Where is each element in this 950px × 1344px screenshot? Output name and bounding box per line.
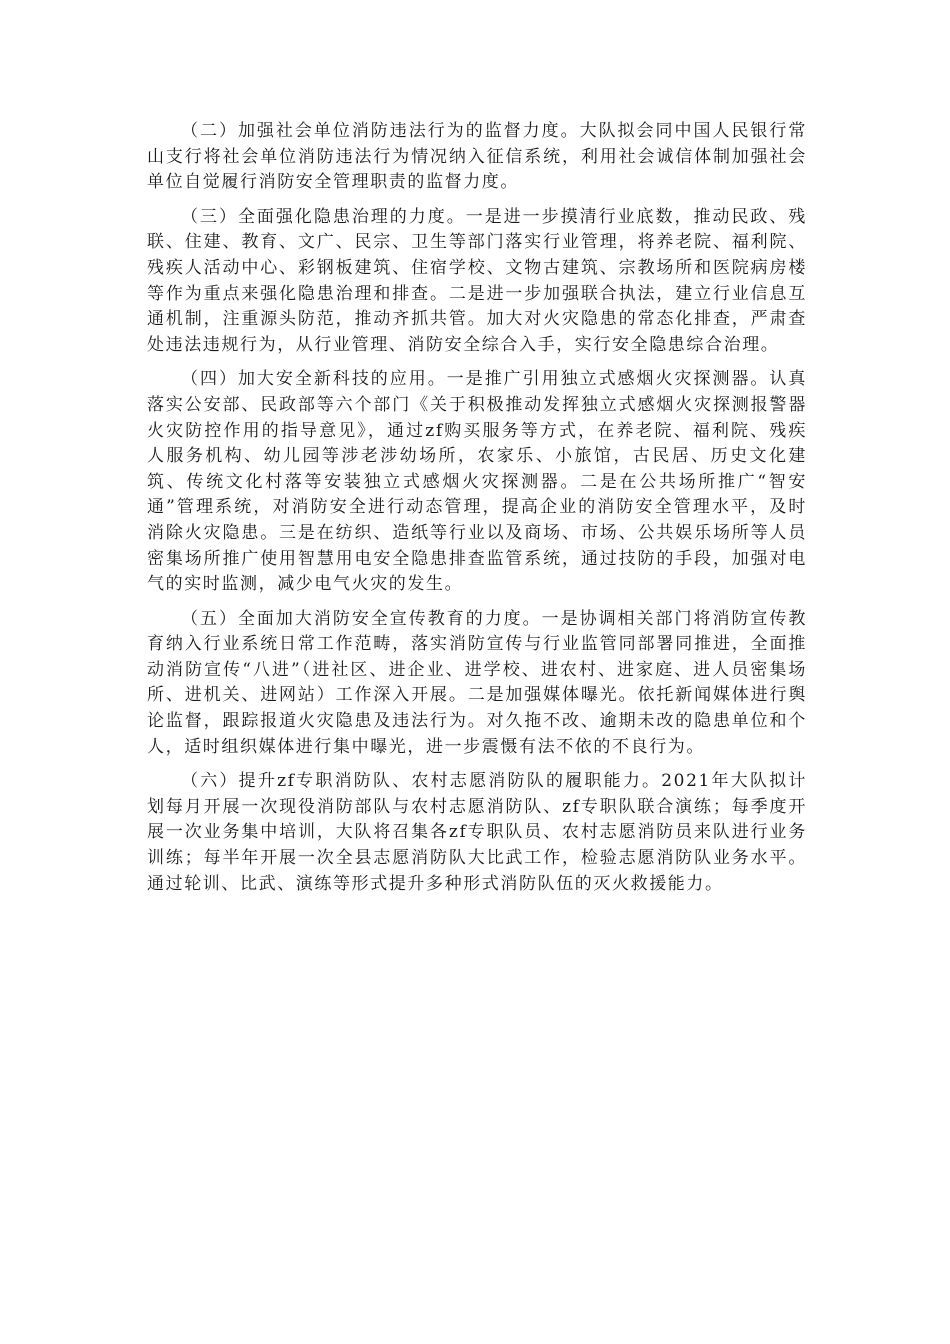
document-body — [147, 119, 807, 906]
paragraph-5-publicity-education: （五）全面加大消防安全宣传教育的力度。一是协调相关部门将消防宣传教育纳入行业系统日常工作范畴，落实消防宣传与行业监管同部署同推进，全面推动消防宣传“八进”（进社区、进企业、进学校、进农村、进家庭、进人员密集场所、进机关、进网站）工作深入开展。二是加强媒体曝光。依托新闻媒体进行舆论监督，跟踪报道火灾隐患及违法行为。对久拖不改、逾期未改的隐患单位和个人，适时组织媒体进行集中曝光，进一步震慑有法不依的不良行为。 — [147, 608, 807, 757]
paragraph-6-fire-brigade-capability: （六）提升zf专职消防队、农村志愿消防队的履职能力。2021年大队拟计划每月开展一次现役消防部队与农村志愿消防队、zf专职队联合演练；每季度开展一次业务集中培训，大队将召集各zf专职队员、农村志愿消防员来队进行业务训练；每半年开展一次全县志愿消防队大比武工作，检验志愿消防队业务水平。通过轮训、比武、演练等形式提升多种形式消防队伍的灭火救援能力。 — [147, 771, 807, 894]
paragraph-4-safety-technology: （四）加大安全新科技的应用。一是推广引用独立式感烟火灾探测器。认真落实公安部、民政部等六个部门《关于积极推动发挥独立式感烟火灾探测报警器火灾防控作用的指导意见》，通过zf购买服务等方式，在养老院、福利院、残疾人服务机构、幼儿园等涉老涉幼场所，农家乐、小旅馆，古民居、历史文化建筑、传统文化村落等安装独立式感烟火灾探测器。二是在公共场所推广“智安通”管理系统，对消防安全进行动态管理，提高企业的消防安全管理水平，及时消除火灾隐患。三是在纺织、造纸等行业以及商场、市场、公共娱乐场所等人员密集场所推广使用智慧用电安全隐患排查监管系统，通过技防的手段，加强对电气的实时监测，减少电气火灾的发生。 — [147, 369, 807, 595]
paragraph-2-social-unit-supervision: （二）加强社会单位消防违法行为的监督力度。大队拟会同中国人民银行常山支行将社会单位消防违法行为情况纳入征信系统，利用社会诚信体制加强社会单位自觉履行消防安全管理职责的监督力度。 — [147, 121, 807, 193]
paragraph-3-hazard-governance: （三）全面强化隐患治理的力度。一是进一步摸清行业底数，推动民政、残联、住建、教育、文广、民宗、卫生等部门落实行业管理，将养老院、福利院、残疾人活动中心、彩钢板建筑、住宿学校、文物古建筑、宗教场所和医院病房楼等作为重点来强化隐患治理和排查。二是进一步加强联合执法，建立行业信息互通机制，注重源头防范，推动齐抓共管。加大对火灾隐患的常态化排查，严肃查处违法违规行为，从行业管理、消防安全综合入手，实行安全隐患综合治理。 — [147, 206, 807, 355]
